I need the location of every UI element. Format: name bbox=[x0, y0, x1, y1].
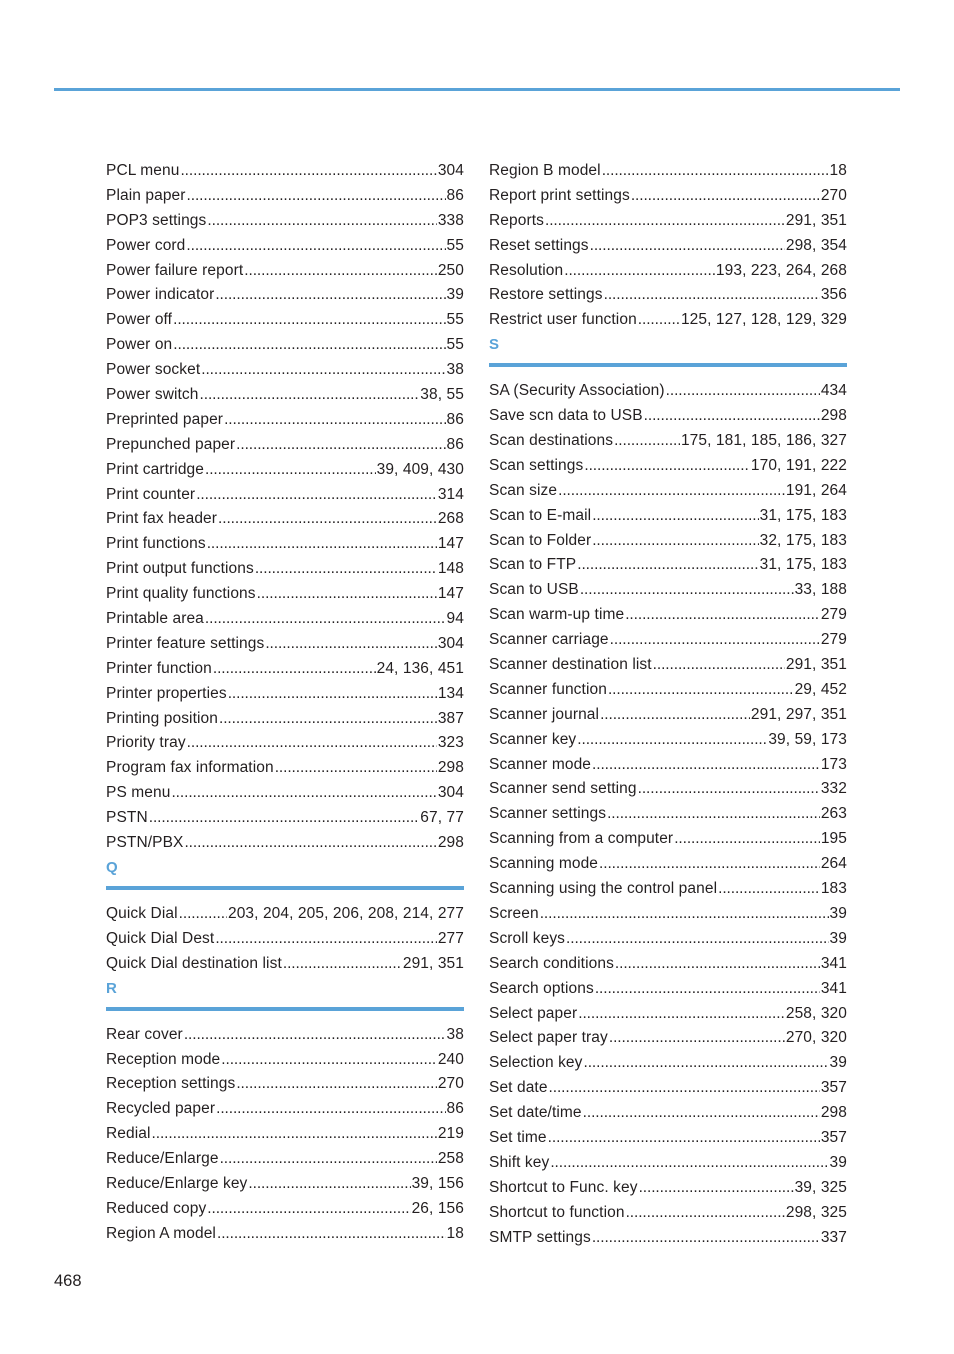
index-term: Scanning mode . . . bbox=[489, 852, 599, 877]
index-term: Printer function . . . bbox=[106, 657, 213, 682]
index-page-refs: 31, 175, 183 bbox=[759, 553, 847, 578]
index-term: POP3 settings . . . bbox=[106, 209, 207, 234]
index-column-left bbox=[106, 159, 464, 1247]
index-entry bbox=[106, 902, 464, 927]
index-term: Set time . . . bbox=[489, 1126, 548, 1151]
index-term: Set date . . . bbox=[489, 1076, 549, 1101]
section-rule bbox=[489, 363, 847, 367]
index-term: Print functions . . . bbox=[106, 532, 207, 557]
index-entry bbox=[106, 433, 464, 458]
index-term: Search conditions . . . bbox=[489, 952, 615, 977]
index-page-refs: 18 bbox=[829, 159, 847, 184]
index-page-refs: 356 bbox=[820, 283, 847, 308]
index-group-r bbox=[106, 1023, 464, 1247]
index-entry bbox=[489, 283, 847, 308]
index-page-refs: 39, 409, 430 bbox=[376, 458, 464, 483]
index-page-refs: 268 bbox=[437, 507, 464, 532]
index-entry bbox=[489, 728, 847, 753]
index-page-refs: 18 bbox=[446, 1222, 464, 1247]
index-entry bbox=[106, 1222, 464, 1247]
index-page-refs: 147 bbox=[437, 582, 464, 607]
index-entry bbox=[106, 557, 464, 582]
index-group-p bbox=[106, 159, 464, 856]
index-entry bbox=[489, 977, 847, 1002]
index-entry bbox=[106, 927, 464, 952]
index-page-refs: 26, 156 bbox=[411, 1197, 464, 1222]
index-entry bbox=[106, 1097, 464, 1122]
index-entry bbox=[489, 454, 847, 479]
section-rule bbox=[106, 886, 464, 890]
index-page-refs: 31, 175, 183 bbox=[759, 504, 847, 529]
index-term: Scan to FTP . . . bbox=[489, 553, 577, 578]
index-entry bbox=[106, 308, 464, 333]
index-term: Scanner send setting . . . bbox=[489, 777, 638, 802]
index-entry bbox=[106, 657, 464, 682]
index-page-refs: 434 bbox=[820, 379, 847, 404]
index-term: Power switch . . . bbox=[106, 383, 200, 408]
index-term: Power off . . . bbox=[106, 308, 173, 333]
index-page-refs: 67, 77 bbox=[419, 806, 464, 831]
index-term: Scanner carriage . . . bbox=[489, 628, 610, 653]
index-page-refs: 291, 351 bbox=[402, 952, 464, 977]
index-entry bbox=[106, 507, 464, 532]
index-entry bbox=[489, 653, 847, 678]
index-term: Print quality functions . . . bbox=[106, 582, 257, 607]
index-page-refs: 39 bbox=[446, 283, 464, 308]
index-entry bbox=[106, 952, 464, 977]
index-page-refs: 298 bbox=[437, 831, 464, 856]
index-entry bbox=[489, 1176, 847, 1201]
index-term: Scan to USB . . . bbox=[489, 578, 580, 603]
index-entry bbox=[489, 1026, 847, 1051]
index-term: Resolution . . . bbox=[489, 259, 564, 284]
index-entry bbox=[106, 607, 464, 632]
index-page-refs: 304 bbox=[437, 632, 464, 657]
index-entry bbox=[489, 1151, 847, 1176]
index-page-refs: 387 bbox=[437, 707, 464, 732]
index-page-refs: 338 bbox=[437, 209, 464, 234]
index-page-refs: 298 bbox=[820, 404, 847, 429]
index-entry bbox=[106, 408, 464, 433]
index-page-refs: 39, 325 bbox=[794, 1176, 847, 1201]
index-term: Scanning using the control panel . . . bbox=[489, 877, 718, 902]
index-term: Reduce/Enlarge . . . bbox=[106, 1147, 220, 1172]
index-page-refs: 39 bbox=[829, 902, 847, 927]
index-entry bbox=[106, 707, 464, 732]
index-term: PS menu . . . bbox=[106, 781, 171, 806]
index-entry bbox=[489, 308, 847, 333]
index-page-refs: 148 bbox=[437, 557, 464, 582]
index-term: PSTN/PBX . . . bbox=[106, 831, 184, 856]
index-page-refs: 173 bbox=[820, 753, 847, 778]
index-term: Scanner key . . . bbox=[489, 728, 577, 753]
index-page-refs: 264 bbox=[820, 852, 847, 877]
index-page-refs: 94 bbox=[446, 607, 464, 632]
index-group-q bbox=[106, 902, 464, 977]
index-entry bbox=[489, 1201, 847, 1226]
index-entry bbox=[489, 479, 847, 504]
index-entry bbox=[489, 159, 847, 184]
index-entry bbox=[489, 259, 847, 284]
index-term: Select paper . . . bbox=[489, 1002, 578, 1027]
index-entry bbox=[106, 1197, 464, 1222]
index-entry bbox=[106, 1048, 464, 1073]
index-entry bbox=[489, 404, 847, 429]
index-page-refs: 33, 188 bbox=[794, 578, 847, 603]
index-page-refs: 175, 181, 185, 186, 327 bbox=[680, 429, 847, 454]
index-entry bbox=[489, 703, 847, 728]
index-page-refs: 298, 325 bbox=[785, 1201, 847, 1226]
index-entry bbox=[106, 781, 464, 806]
index-group-r-continued bbox=[489, 159, 847, 333]
index-term: Reports . . . bbox=[489, 209, 545, 234]
index-entry bbox=[489, 777, 847, 802]
index-page-refs: 291, 351 bbox=[785, 653, 847, 678]
index-page-refs: 270 bbox=[820, 184, 847, 209]
index-page-refs: 304 bbox=[437, 781, 464, 806]
index-page-refs: 270 bbox=[437, 1072, 464, 1097]
index-page-refs: 39 bbox=[829, 1051, 847, 1076]
index-term: Rear cover . . . bbox=[106, 1023, 184, 1048]
index-term: Reset settings . . . bbox=[489, 234, 590, 259]
index-page-refs: 86 bbox=[446, 408, 464, 433]
index-entry bbox=[489, 1226, 847, 1251]
index-page-refs: 55 bbox=[446, 234, 464, 259]
index-entry bbox=[489, 504, 847, 529]
index-entry bbox=[489, 877, 847, 902]
index-page-refs: 291, 351 bbox=[785, 209, 847, 234]
index-entry bbox=[106, 831, 464, 856]
index-entry bbox=[106, 1023, 464, 1048]
index-term: Scan size . . . bbox=[489, 479, 558, 504]
index-page-refs: 341 bbox=[820, 952, 847, 977]
index-entry bbox=[489, 852, 847, 877]
index-entry bbox=[106, 1172, 464, 1197]
index-entry bbox=[106, 756, 464, 781]
index-term: Reception mode . . . bbox=[106, 1048, 221, 1073]
index-term: Quick Dial Dest . . . bbox=[106, 927, 215, 952]
index-term: Priority tray . . . bbox=[106, 731, 187, 756]
index-term: Print cartridge . . . bbox=[106, 458, 205, 483]
index-entry bbox=[106, 1147, 464, 1172]
index-term: Search options . . . bbox=[489, 977, 595, 1002]
index-term: Print output functions . . . bbox=[106, 557, 255, 582]
index-term: Power cord . . . bbox=[106, 234, 186, 259]
index-entry bbox=[106, 333, 464, 358]
index-term: Print counter . . . bbox=[106, 483, 196, 508]
index-page-refs: 270, 320 bbox=[785, 1026, 847, 1051]
index-page-refs: 203, 204, 205, 206, 208, 214, 277 bbox=[227, 902, 464, 927]
index-page-refs: 304 bbox=[437, 159, 464, 184]
index-term: SMTP settings . . . bbox=[489, 1226, 592, 1251]
index-entry bbox=[106, 234, 464, 259]
index-entry bbox=[106, 259, 464, 284]
index-page-refs: 24, 136, 451 bbox=[376, 657, 464, 682]
index-entry bbox=[489, 553, 847, 578]
index-term: Screen . . . bbox=[489, 902, 540, 927]
index-column-right bbox=[489, 159, 847, 1250]
index-term: Printable area . . . bbox=[106, 607, 205, 632]
index-term: Scan to E-mail . . . bbox=[489, 504, 592, 529]
index-entry bbox=[106, 383, 464, 408]
index-term: Restrict user function . . . bbox=[489, 308, 638, 333]
index-entry bbox=[106, 358, 464, 383]
index-entry bbox=[489, 1002, 847, 1027]
index-entry bbox=[106, 483, 464, 508]
index-entry bbox=[489, 234, 847, 259]
index-term: SA (Security Association) . . . bbox=[489, 379, 666, 404]
index-entry bbox=[106, 458, 464, 483]
index-term: Set date/time . . . bbox=[489, 1101, 583, 1126]
index-term: Restore settings . . . bbox=[489, 283, 604, 308]
index-page-refs: 39, 156 bbox=[411, 1172, 464, 1197]
index-term: PSTN . . . bbox=[106, 806, 149, 831]
index-page-refs: 55 bbox=[446, 333, 464, 358]
index-term: Quick Dial . . . bbox=[106, 902, 179, 927]
index-term: Scan to Folder . . . bbox=[489, 529, 592, 554]
index-page-refs: 219 bbox=[437, 1122, 464, 1147]
section-header-q bbox=[106, 856, 464, 902]
index-page-refs: 357 bbox=[820, 1076, 847, 1101]
index-term: Program fax information . . . bbox=[106, 756, 275, 781]
index-page-refs: 55 bbox=[446, 308, 464, 333]
index-page-refs: 39, 59, 173 bbox=[767, 728, 847, 753]
index-term: Region A model . . . bbox=[106, 1222, 217, 1247]
index-page-refs: 147 bbox=[437, 532, 464, 557]
index-term: Report print settings . . . bbox=[489, 184, 631, 209]
index-page-refs: 298 bbox=[437, 756, 464, 781]
index-page-refs: 341 bbox=[820, 977, 847, 1002]
index-page-refs: 277 bbox=[437, 927, 464, 952]
index-entry bbox=[106, 1072, 464, 1097]
index-page-refs: 263 bbox=[820, 802, 847, 827]
index-term: Shortcut to function . . . bbox=[489, 1201, 626, 1226]
index-term: Select paper tray . . . bbox=[489, 1026, 609, 1051]
index-entry bbox=[489, 379, 847, 404]
index-entry bbox=[106, 731, 464, 756]
index-page-refs: 195 bbox=[820, 827, 847, 852]
index-term: Quick Dial destination list . . . bbox=[106, 952, 283, 977]
index-page-refs: 86 bbox=[446, 433, 464, 458]
index-term: Scanner journal . . . bbox=[489, 703, 600, 728]
index-term: Power failure report . . . bbox=[106, 259, 244, 284]
header-rule bbox=[54, 88, 900, 91]
index-entry bbox=[489, 952, 847, 977]
index-page-refs: 240 bbox=[437, 1048, 464, 1073]
index-page-refs: 279 bbox=[820, 603, 847, 628]
index-term: Redial . . . bbox=[106, 1122, 152, 1147]
index-page-refs: 298 bbox=[820, 1101, 847, 1126]
index-entry bbox=[489, 1101, 847, 1126]
index-term: Scanner settings . . . bbox=[489, 802, 607, 827]
index-page-refs: 337 bbox=[820, 1226, 847, 1251]
index-page-refs: 323 bbox=[437, 731, 464, 756]
index-term: Shift key . . . bbox=[489, 1151, 550, 1176]
index-term: Recycled paper . . . bbox=[106, 1097, 216, 1122]
index-term: Printing position . . . bbox=[106, 707, 219, 732]
index-term: PCL menu . . . bbox=[106, 159, 180, 184]
index-page-refs: 332 bbox=[820, 777, 847, 802]
index-page-refs: 39 bbox=[829, 1151, 847, 1176]
index-term: Printer feature settings . . . bbox=[106, 632, 265, 657]
index-entry bbox=[489, 927, 847, 952]
index-page-refs: 298, 354 bbox=[785, 234, 847, 259]
index-entry bbox=[489, 753, 847, 778]
index-term: Scroll keys . . . bbox=[489, 927, 566, 952]
index-term: Prepunched paper . . . bbox=[106, 433, 236, 458]
index-entry bbox=[489, 902, 847, 927]
index-term: Power on . . . bbox=[106, 333, 173, 358]
index-page-refs: 291, 297, 351 bbox=[750, 703, 847, 728]
index-entry bbox=[489, 1051, 847, 1076]
index-page-refs: 191, 264 bbox=[785, 479, 847, 504]
index-entry bbox=[106, 532, 464, 557]
index-page-refs: 170, 191, 222 bbox=[750, 454, 847, 479]
section-letter: Q bbox=[106, 858, 118, 876]
index-entry bbox=[489, 209, 847, 234]
index-term: Reduced copy . . . bbox=[106, 1197, 207, 1222]
index-term: Reception settings . . . bbox=[106, 1072, 236, 1097]
index-entry bbox=[489, 1076, 847, 1101]
index-entry bbox=[106, 806, 464, 831]
index-entry bbox=[106, 582, 464, 607]
section-letter: R bbox=[106, 979, 117, 997]
index-entry bbox=[489, 603, 847, 628]
index-page-refs: 39 bbox=[829, 927, 847, 952]
index-entry bbox=[489, 678, 847, 703]
section-letter: S bbox=[489, 336, 500, 354]
index-page-refs: 86 bbox=[446, 1097, 464, 1122]
index-page-refs: 258, 320 bbox=[785, 1002, 847, 1027]
index-page-refs: 279 bbox=[820, 628, 847, 653]
index-term: Reduce/Enlarge key . . . bbox=[106, 1172, 248, 1197]
index-page-refs: 32, 175, 183 bbox=[759, 529, 847, 554]
index-term: Scanner destination list . . . bbox=[489, 653, 653, 678]
index-entry bbox=[489, 1126, 847, 1151]
index-page-refs: 250 bbox=[437, 259, 464, 284]
index-page-refs: 314 bbox=[437, 483, 464, 508]
index-page-refs: 29, 452 bbox=[794, 678, 847, 703]
index-entry bbox=[489, 429, 847, 454]
index-entry bbox=[106, 632, 464, 657]
index-page-refs: 134 bbox=[437, 682, 464, 707]
index-entry bbox=[489, 802, 847, 827]
index-entry bbox=[489, 184, 847, 209]
index-page-refs: 183 bbox=[820, 877, 847, 902]
page-number: 468 bbox=[54, 1272, 82, 1290]
index-entry bbox=[106, 283, 464, 308]
index-term: Region B model . . . bbox=[489, 159, 602, 184]
index-term: Print fax header . . . bbox=[106, 507, 218, 532]
index-page-refs: 258 bbox=[437, 1147, 464, 1172]
index-entry bbox=[106, 682, 464, 707]
index-term: Scan settings . . . bbox=[489, 454, 584, 479]
index-term: Shortcut to Func. key . . . bbox=[489, 1176, 639, 1201]
index-term: Scanner function . . . bbox=[489, 678, 608, 703]
index-entry bbox=[489, 827, 847, 852]
index-term: Plain paper . . . bbox=[106, 184, 187, 209]
index-page-refs: 38 bbox=[446, 1023, 464, 1048]
section-header-s bbox=[489, 333, 847, 379]
section-header-r bbox=[106, 977, 464, 1023]
index-term: Scan warm-up time . . . bbox=[489, 603, 625, 628]
index-entry bbox=[106, 184, 464, 209]
index-term: Power socket . . . bbox=[106, 358, 201, 383]
index-page-refs: 125, 127, 128, 129, 329 bbox=[680, 308, 847, 333]
index-entry bbox=[106, 159, 464, 184]
index-page-refs: 357 bbox=[820, 1126, 847, 1151]
index-entry bbox=[489, 578, 847, 603]
index-page-refs: 193, 223, 264, 268 bbox=[715, 259, 847, 284]
index-page-refs: 38 bbox=[446, 358, 464, 383]
index-entry bbox=[489, 628, 847, 653]
index-group-s bbox=[489, 379, 847, 1250]
index-page-refs: 38, 55 bbox=[419, 383, 464, 408]
index-page-refs: 86 bbox=[446, 184, 464, 209]
index-term: Selection key . . . bbox=[489, 1051, 584, 1076]
section-rule bbox=[106, 1007, 464, 1011]
index-entry bbox=[106, 209, 464, 234]
index-term: Scan destinations . . . bbox=[489, 429, 614, 454]
index-entry bbox=[106, 1122, 464, 1147]
index-term: Preprinted paper . . . bbox=[106, 408, 224, 433]
index-term: Printer properties . . . bbox=[106, 682, 228, 707]
index-entry bbox=[489, 529, 847, 554]
index-term: Save scn data to USB . . . bbox=[489, 404, 644, 429]
index-term: Scanning from a computer . . . bbox=[489, 827, 674, 852]
index-term: Scanner mode . . . bbox=[489, 753, 592, 778]
index-term: Power indicator . . . bbox=[106, 283, 215, 308]
